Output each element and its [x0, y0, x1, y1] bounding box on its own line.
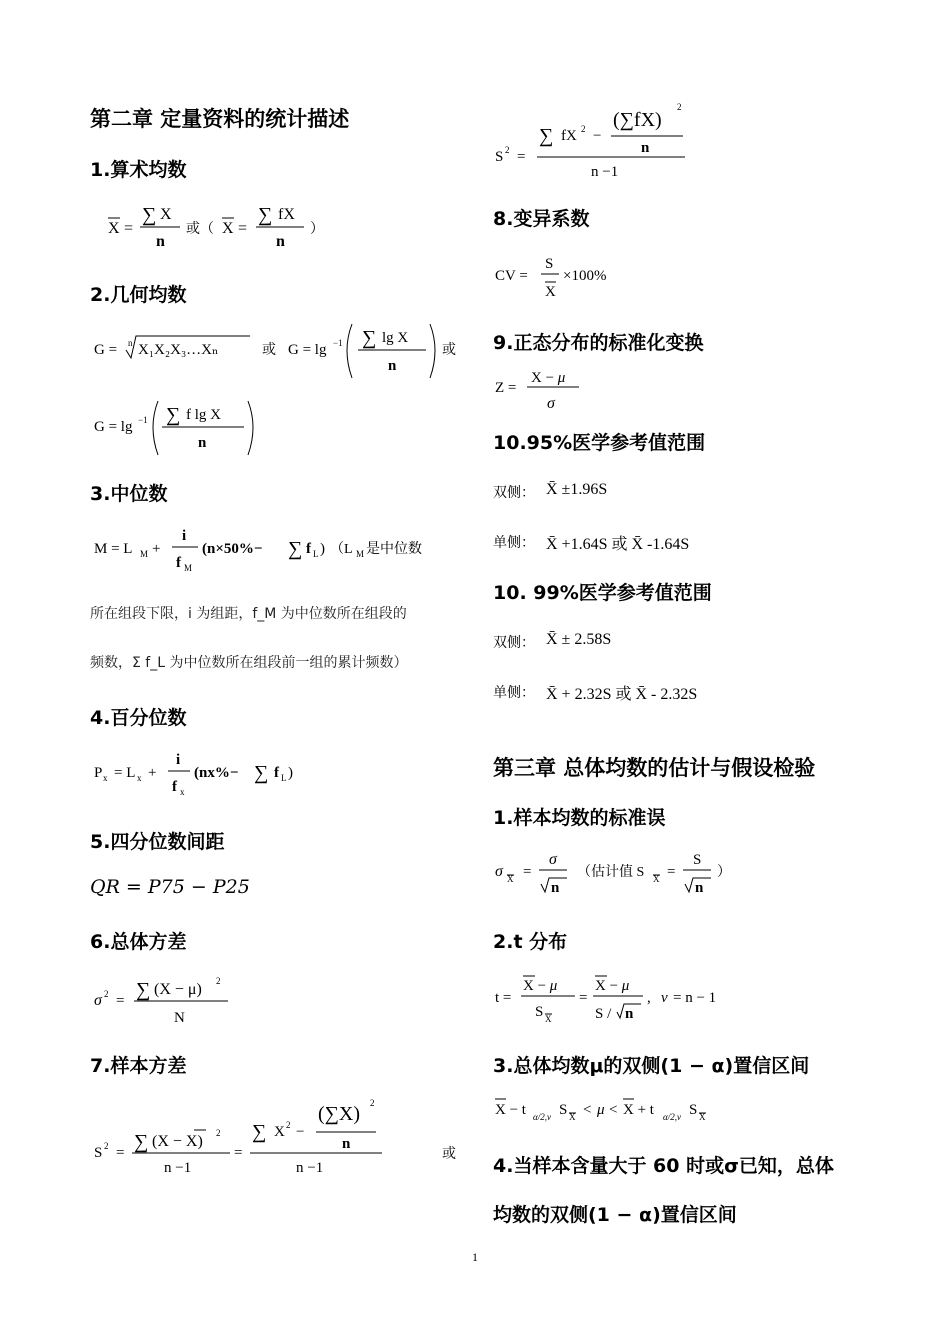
svg-text:M: M: [356, 549, 365, 559]
svg-text:=: =: [116, 993, 125, 1009]
svg-text:∑: ∑: [288, 538, 303, 560]
svg-text:σ: σ: [495, 863, 503, 880]
svg-text:S: S: [545, 256, 554, 272]
svg-text:f: f: [306, 541, 311, 557]
svg-text:t =: t =: [495, 990, 512, 1006]
svg-text:G =: G =: [94, 342, 118, 358]
median-note-line2: 频数，Σ f_L 为中位数所在组段前一组的累计频数）: [90, 655, 408, 671]
svg-text:n: n: [625, 1006, 634, 1022]
svg-text:∑: ∑: [539, 125, 554, 147]
ref99-one-sided-label: 单侧：: [493, 685, 535, 701]
svg-text:fX: fX: [561, 128, 577, 144]
svg-text:n: n: [156, 233, 165, 250]
svg-text:）: ）: [717, 865, 731, 880]
svg-text:X: X: [108, 220, 120, 237]
svg-text:X + t: X + t: [623, 1102, 654, 1118]
svg-text:x: x: [137, 773, 142, 783]
svg-text:S /: S /: [595, 1006, 612, 1022]
ref95-two-sided-label: 双侧：: [493, 485, 535, 501]
section-ci-large-sample-line2: 均数的双侧(1 − α)置信区间: [493, 1204, 737, 1226]
svg-text:X: X: [545, 1014, 552, 1024]
sample-variance-or: 或: [442, 1146, 456, 1162]
svg-text:= n − 1: = n − 1: [673, 990, 717, 1006]
svg-text:∑: ∑: [252, 1121, 267, 1143]
section-iqr: 5.四分位数间距: [90, 831, 225, 853]
svg-text:2: 2: [216, 976, 221, 986]
ref95-one-sided-value: X̄ +1.64S 或 X̄ -1.64S: [546, 536, 690, 553]
svg-text:−: −: [296, 1124, 305, 1140]
svg-text:2: 2: [104, 1141, 109, 1151]
svg-text:<: <: [583, 1102, 592, 1118]
formula-median: [90, 522, 465, 578]
svg-text:=: =: [234, 1145, 243, 1161]
svg-text:2: 2: [104, 989, 109, 999]
formula-population-variance: [90, 968, 270, 1028]
svg-text:f: f: [176, 555, 181, 571]
svg-text:S: S: [495, 149, 504, 165]
svg-text:): ): [320, 541, 325, 557]
svg-text:M: M: [184, 563, 193, 573]
svg-text:=: =: [238, 220, 248, 237]
formula-percentile: [90, 746, 350, 802]
svg-text:σ: σ: [549, 851, 557, 868]
svg-text:=: =: [579, 990, 588, 1006]
svg-text:(X − μ): (X − μ): [154, 981, 202, 998]
svg-text:G = lg: G = lg: [288, 342, 327, 358]
svg-text:−1: −1: [333, 338, 343, 348]
formula-standard-error: [493, 846, 743, 902]
svg-text:= L: = L: [114, 765, 136, 781]
formula-sample-variance-freq: [493, 100, 693, 180]
formula-arithmetic-mean: [100, 196, 340, 256]
svg-text:∑: ∑: [258, 204, 273, 226]
svg-text:f lg X: f lg X: [186, 407, 221, 423]
chapter2-title: 第二章 定量资料的统计描述: [90, 107, 350, 131]
svg-text:M = L: M = L: [94, 541, 133, 557]
svg-text:L: L: [281, 773, 287, 783]
svg-text:ν: ν: [661, 990, 668, 1006]
svg-text:CV =: CV =: [495, 268, 528, 284]
svg-text:S: S: [693, 852, 702, 868]
svg-text:P: P: [94, 765, 103, 781]
svg-text:2: 2: [216, 1128, 221, 1138]
formula-cv: [493, 252, 653, 304]
svg-text:M: M: [140, 549, 149, 559]
svg-text:X: X: [222, 220, 234, 237]
svg-text:∑: ∑: [136, 979, 151, 1001]
svg-text:x: x: [180, 787, 185, 797]
svg-text:μ: μ: [597, 1102, 605, 1118]
svg-text:或: 或: [262, 343, 276, 358]
svg-text:n −1: n −1: [591, 164, 619, 180]
svg-text:∑: ∑: [362, 327, 377, 349]
svg-text:2: 2: [581, 124, 586, 134]
section-ci-large-sample-line1: 4.当样本含量大于 60 时或σ已知，总体: [493, 1155, 834, 1177]
svg-text:,: ,: [647, 990, 651, 1006]
formula-iqr: QR = P75 − P25: [90, 876, 250, 898]
formula-sample-variance: [90, 1094, 390, 1174]
svg-text:G = lg: G = lg: [94, 419, 133, 435]
svg-text:2: 2: [505, 145, 510, 155]
ref99-two-sided-label: 双侧：: [493, 635, 535, 651]
svg-text:σ: σ: [547, 395, 555, 412]
svg-text:<: <: [609, 1102, 618, 1118]
formula-geometric-mean-a: [90, 318, 465, 382]
svg-text:X: X: [160, 206, 172, 223]
svg-text:2: 2: [370, 1098, 375, 1108]
svg-text:X − μ: X − μ: [531, 370, 566, 386]
svg-text:(n×50%−: (n×50%−: [202, 541, 263, 557]
svg-text:n: n: [276, 233, 285, 250]
svg-text:−: −: [593, 128, 602, 144]
svg-text:（L: （L: [330, 542, 353, 557]
svg-text:X − μ: X − μ: [523, 978, 558, 994]
svg-text:是中位数: 是中位数: [366, 542, 422, 557]
svg-text:或（: 或（: [186, 222, 214, 237]
svg-text:lg X: lg X: [382, 330, 409, 346]
section-reference-99: 10. 99%医学参考值范围: [493, 582, 712, 604]
section-percentile: 4.百分位数: [90, 707, 187, 729]
svg-text:S: S: [689, 1102, 698, 1118]
page-number: 1: [472, 1250, 478, 1264]
ref99-two-sided-value: X̄ ± 2.58S: [546, 631, 612, 648]
svg-text:2: 2: [677, 102, 682, 112]
svg-text:α/2,ν: α/2,ν: [533, 1112, 551, 1122]
section-geometric-mean: 2.几何均数: [90, 284, 187, 306]
svg-text:或: 或: [442, 343, 456, 358]
svg-text:σ: σ: [94, 992, 102, 1009]
svg-text:2: 2: [286, 1120, 291, 1130]
svg-text:N: N: [174, 1010, 185, 1026]
svg-text:X: X: [653, 874, 660, 884]
svg-text:∑: ∑: [166, 404, 181, 426]
svg-text:S: S: [94, 1145, 103, 1161]
svg-text:=: =: [523, 864, 532, 880]
svg-text:n −1: n −1: [296, 1160, 324, 1174]
svg-text:=: =: [517, 149, 526, 165]
ref95-two-sided-value: X̄ ±1.96S: [546, 481, 608, 498]
svg-text:X: X: [545, 284, 556, 300]
median-note-line1: 所在组段下限，i 为组距，f_M 为中位数所在组段的: [90, 606, 407, 622]
svg-text:Z =: Z =: [495, 380, 517, 396]
svg-text:S: S: [559, 1102, 568, 1118]
svg-text:∑: ∑: [254, 762, 269, 784]
section-median: 3.中位数: [90, 483, 168, 505]
svg-text:n −1: n −1: [164, 1160, 192, 1174]
svg-text:（估计值 S: （估计值 S: [577, 865, 645, 880]
svg-text:i: i: [182, 528, 187, 544]
section-t-distribution: 2.t 分布: [493, 931, 568, 953]
section-sample-variance: 7.样本方差: [90, 1055, 187, 1077]
svg-text:n: n: [695, 880, 704, 896]
svg-text:α/2,ν: α/2,ν: [663, 1112, 681, 1122]
svg-text:(X − X): (X − X): [152, 1133, 203, 1150]
svg-text:=: =: [667, 864, 676, 880]
ref95-one-sided-label: 单侧：: [493, 535, 535, 551]
formula-z: [493, 364, 633, 416]
svg-text:X: X: [699, 1112, 706, 1122]
section-ci-mean: 3.总体均数μ的双侧(1 − α)置信区间: [493, 1055, 810, 1077]
svg-text:X: X: [569, 1112, 576, 1122]
section-arithmetic-mean: 1.算术均数: [90, 159, 187, 181]
svg-text:∑: ∑: [142, 204, 157, 226]
formula-ci-mean: [493, 1094, 753, 1130]
svg-text:X − μ: X − μ: [595, 978, 630, 994]
section-population-variance: 6.总体方差: [90, 931, 187, 953]
section-standard-error: 1.样本均数的标准误: [493, 807, 666, 829]
svg-text:n: n: [388, 358, 397, 374]
svg-text:f: f: [172, 779, 177, 795]
svg-text:n: n: [641, 140, 650, 156]
svg-text:n: n: [198, 435, 207, 451]
svg-text:L: L: [313, 549, 319, 559]
svg-text:X: X: [507, 874, 514, 884]
svg-text:X₁X₂X₃…Xₙ: X₁X₂X₃…Xₙ: [138, 342, 219, 358]
svg-text:−1: −1: [138, 415, 148, 425]
svg-text:(∑X): (∑X): [318, 1103, 361, 1125]
svg-text:）: ）: [310, 222, 324, 237]
svg-text:=: =: [116, 1145, 125, 1161]
svg-text:n: n: [551, 880, 560, 896]
svg-text:f: f: [274, 765, 279, 781]
formula-t: [493, 968, 753, 1028]
svg-text:+: +: [148, 765, 157, 781]
svg-text:=: =: [124, 220, 134, 237]
svg-text:fX: fX: [278, 206, 295, 223]
formula-geometric-mean-b: [90, 395, 290, 459]
svg-text:(∑fX): (∑fX): [613, 109, 662, 131]
svg-text:x: x: [103, 773, 108, 783]
svg-text:n: n: [342, 1136, 351, 1152]
svg-text:∑: ∑: [134, 1131, 149, 1153]
svg-text:X: X: [274, 1124, 285, 1140]
svg-text:): ): [288, 765, 293, 781]
section-reference-95: 10.95%医学参考值范围: [493, 432, 706, 454]
svg-text:(nx%−: (nx%−: [194, 765, 239, 781]
svg-text:×100%: ×100%: [563, 268, 607, 284]
section-standardization: 9.正态分布的标准化变换: [493, 332, 704, 354]
ref99-one-sided-value: X̄ + 2.32S 或 X̄ - 2.32S: [546, 686, 698, 703]
svg-text:+: +: [152, 541, 161, 557]
section-cv: 8.变异系数: [493, 208, 590, 230]
svg-text:X − t: X − t: [495, 1102, 526, 1118]
svg-text:n: n: [128, 338, 133, 348]
svg-text:S: S: [535, 1004, 544, 1020]
chapter3-title: 第三章 总体均数的估计与假设检验: [493, 756, 816, 780]
svg-text:i: i: [176, 752, 181, 768]
